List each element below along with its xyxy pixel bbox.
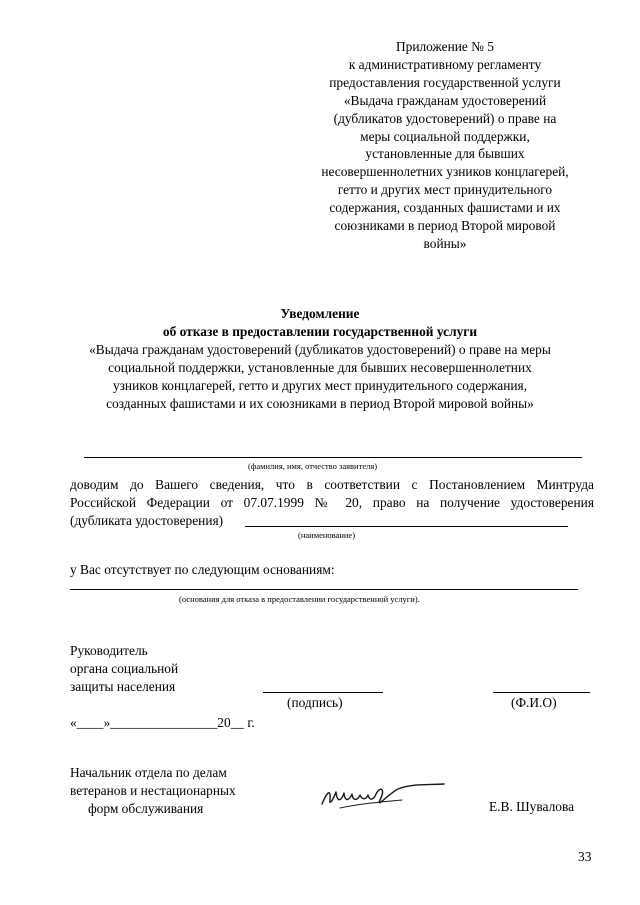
appendix-line: к административному регламенту (348, 56, 542, 72)
appendix-line: союзниками в период Второй мировой (334, 218, 556, 234)
appendix-line: несовершеннолетних узников концлагерей, (321, 164, 569, 180)
appendix-line: гетто и других мест принудительного (337, 182, 553, 198)
body-line: доводим до Вашего сведения, что в соответствии с Постановлением Минтруда (70, 477, 594, 492)
chief-title-line: форм обслуживания (88, 801, 204, 816)
date-line: «____»________________20__ г. (70, 715, 255, 730)
service-line: созданных фашистами и их союзниками в период Второй мировой войны» (106, 395, 534, 411)
body-paragraph (70, 476, 594, 530)
appendix-line: (дубликатов удостоверений) о праве на (333, 110, 557, 126)
notice-subtitle: об отказе в предоставлении государственной услуги (162, 323, 478, 339)
applicant-caption: (фамилия, имя, отчество заявителя) (248, 461, 378, 471)
notice-title: Уведомление (280, 306, 360, 321)
absent-reasons-text: у Вас отсутствует по следующим основаниям: (70, 562, 335, 577)
fio-line[interactable] (493, 692, 590, 693)
appendix-line: предоставления государственной услуги (329, 74, 561, 90)
appendix-line: Приложение № 5 (395, 39, 495, 54)
reasons-line[interactable] (70, 589, 578, 590)
body-line (70, 512, 594, 530)
signature-caption: (подпись) (287, 695, 343, 710)
appendix-header (300, 38, 590, 253)
service-name-line[interactable] (245, 526, 568, 527)
chief-title-line: ветеранов и нестационарных (70, 783, 236, 798)
reasons-caption: (основания для отказа в предоставлении государственной услуги). (179, 594, 420, 604)
service-line: «Выдача гражданам удостоверений (дубликатов удостоверений) о праве на меры (89, 341, 551, 357)
service-line: узников концлагерей, гетто и других мест принудительного содержания, (112, 377, 528, 393)
appendix-line: войны» (423, 235, 467, 251)
chief-name: Е.В. Шувалова (489, 799, 575, 814)
head-title-line: органа социальной (70, 661, 179, 676)
body-line: Российской Федерации от 07.07.1999 № 20, право на получение удостоверения (70, 494, 594, 510)
chief-title-line: Начальник отдела по делам (70, 765, 227, 780)
head-title-line: защиты населения (70, 679, 176, 694)
body-line3-text: (дубликата удостоверения) (70, 512, 224, 528)
appendix-line: содержания, созданных фашистами и их (329, 200, 561, 216)
service-line: социальной поддержки, установленные для бывших несовершеннолетних (108, 359, 532, 375)
appendix-line: «Выдача гражданам удостоверений (343, 92, 547, 108)
applicant-name-line[interactable] (84, 457, 582, 458)
service-name-caption: (наименование) (298, 530, 356, 540)
head-title-line: Руководитель (70, 643, 148, 658)
notice-heading (40, 305, 600, 412)
appendix-line: установленные для бывших (365, 146, 525, 162)
handwritten-signature-icon (318, 778, 448, 814)
page-number: 33 (578, 849, 592, 864)
signature-line[interactable] (263, 692, 383, 693)
fio-caption: (Ф.И.О) (511, 695, 557, 710)
appendix-line: меры социальной поддержки, (360, 128, 530, 144)
